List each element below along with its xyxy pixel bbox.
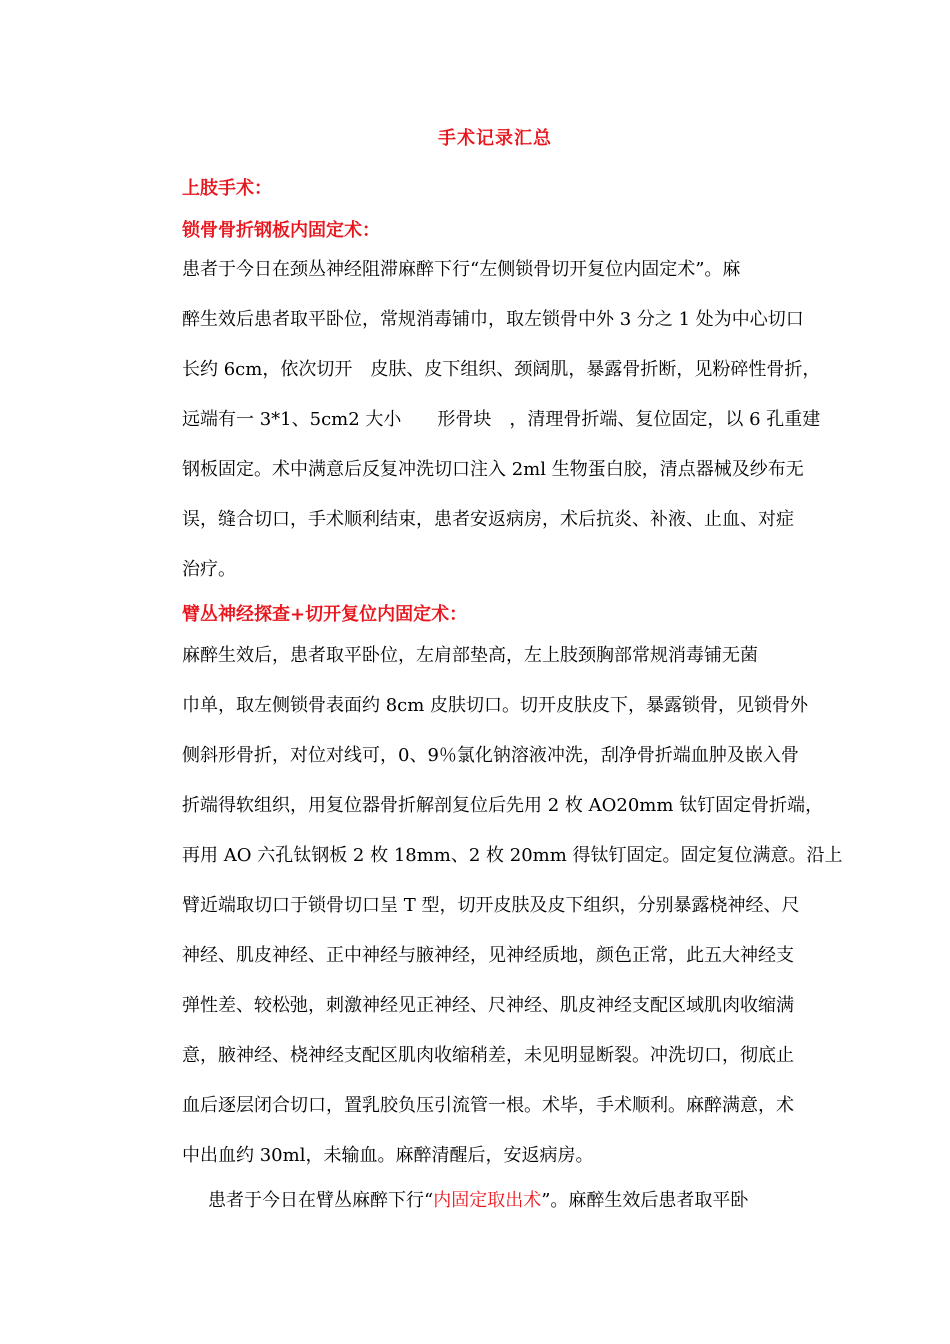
paragraph-line: 醉生效后患者取平卧位，常规消毒铺巾，取左锁骨中外 3 分之 1 处为中心切口 [182,309,804,330]
paragraph-line: 治疗。 [182,559,236,580]
paragraph-line: 钢板固定。术中满意后反复冲洗切口注入 2ml 生物蛋白胶，清点器械及纱布无 [182,459,804,480]
paragraph-line: 侧斜形骨折，对位对线可，0、9％氯化钠溶液冲洗，刮净骨折端血肿及嵌入骨 [182,745,799,766]
paragraph-line: 折端得软组织，用复位器骨折解剖复位后先用 2 枚 AO20mm 钛钉固定骨折端， [182,795,824,816]
paragraph-line: 神经、肌皮神经、正中神经与腋神经，见神经质地，颜色正常，此五大神经支 [182,945,794,966]
paragraph-line: 臂近端取切口于锁骨切口呈 T 型，切开皮肤及皮下组织，分别暴露桡神经、尺 [182,895,800,916]
paragraph-brachial-plexus [146,631,843,1181]
paragraph-line: 中出血约 30ml，未输血。麻醉清醒后，安返病房。 [182,1145,594,1166]
paragraph-line: 远端有一 3*1、5cm2 大小 形骨块 ，清理骨折端、复位固定，以 6 孔重建 [182,409,821,430]
paragraph-line: 意，腋神经、桡神经支配区肌肉收缩稍差，未见明显断裂。冲洗切口，彻底止 [182,1045,794,1066]
section-heading-clavicle-plate: 锁骨骨折钢板内固定术： [182,220,380,241]
section-heading-upper-limb: 上肢手术： [182,178,272,199]
document-title: 手术记录汇总 [438,128,552,149]
implant-removal-prefix: 患者于今日在臂丛麻醉下行“ [208,1190,434,1211]
section-heading-brachial-plexus: 臂丛神经探查+切开复位内固定术： [182,604,468,625]
paragraph-line: 麻醉生效后，患者取平卧位，左肩部垫高，左上肢颈胸部常规消毒铺无菌 [182,645,758,666]
paragraph-line: 巾单，取左侧锁骨表面约 8cm 皮肤切口。切开皮肤皮下，暴露锁骨，见锁骨外 [182,695,809,716]
paragraph-line: 弹性差、较松弛，刺激神经见正神经、尺神经、肌皮神经支配区域肌肉收缩满 [182,995,794,1016]
paragraph-line: 长约 6cm，依次切开 皮肤、皮下组织、颈阔肌，暴露骨折断，见粉碎性骨折， [182,359,821,380]
paragraph-line: 再用 AO 六孔钛钢板 2 枚 18mm、2 枚 20mm 得钛钉固定。固定复位满意。沿上 [182,845,843,866]
paragraph-line: 血后逐层闭合切口，置乳胶负压引流管一根。术毕，手术顺利。麻醉满意，术 [182,1095,794,1116]
implant-removal-suffix: ”。麻醉生效后患者取平卧 [541,1190,749,1211]
paragraph-clavicle-plate [146,245,821,595]
paragraph-implant-removal [146,1176,814,1226]
paragraph-line [146,1176,814,1226]
paragraph-line: 误，缝合切口，手术顺利结束，患者安返病房，术后抗炎、补液、止血、对症 [182,509,794,530]
implant-removal-procedure-name: 内固定取出术 [433,1190,542,1211]
paragraph-line: 患者于今日在颈丛神经阻滞麻醉下行“左侧锁骨切开复位内固定术”。麻 [182,259,741,280]
